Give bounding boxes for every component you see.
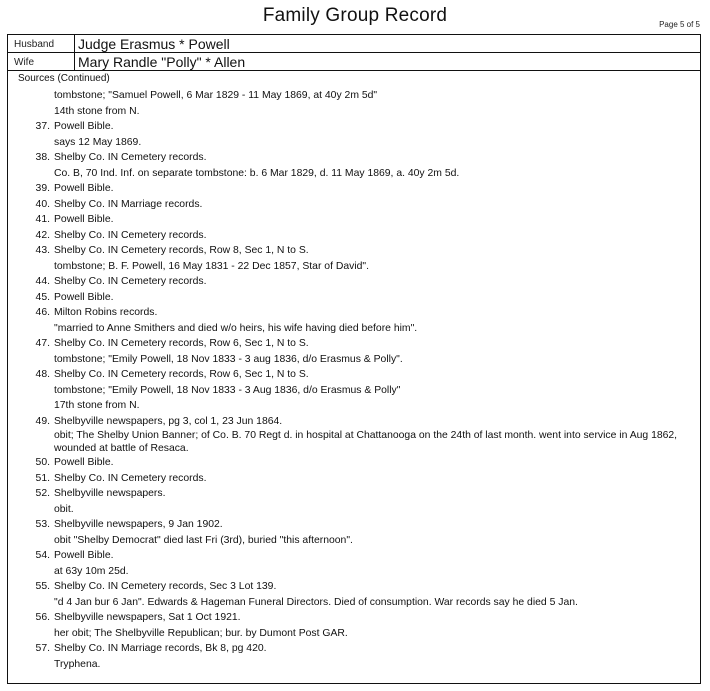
source-entry bbox=[8, 228, 702, 244]
source-entry bbox=[8, 197, 702, 213]
source-entry bbox=[8, 290, 702, 306]
source-note: tombstone; "Samuel Powell, 6 Mar 1829 - 11 May 1869, at 40y 2m 5d" bbox=[54, 90, 378, 101]
source-entry bbox=[8, 212, 702, 228]
wife-row bbox=[8, 53, 700, 71]
source-number: 44. bbox=[35, 276, 50, 287]
source-number: 57. bbox=[35, 643, 50, 654]
source-title: Powell Bible. bbox=[54, 121, 114, 132]
source-note: Co. B, 70 Ind. Inf. on separate tombstone: b. 6 Mar 1829, d. 11 May 1869, a. 40y 2m 5d. bbox=[54, 167, 460, 179]
source-entry bbox=[8, 579, 702, 595]
husband-label: Husband bbox=[14, 39, 55, 50]
husband-row bbox=[8, 35, 700, 53]
source-number: 53. bbox=[35, 519, 50, 530]
source-entry bbox=[8, 305, 702, 321]
source-note: obit "Shelby Democrat" died last Fri (3rd), buried "this afternoon". bbox=[54, 534, 353, 546]
wife-label: Wife bbox=[14, 57, 34, 68]
source-note: 17th stone from N. bbox=[54, 400, 140, 411]
source-note: tombstone; "Emily Powell, 18 Nov 1833 - 3 aug 1836, d/o Erasmus & Polly". bbox=[54, 353, 403, 365]
source-title: Shelby Co. IN Cemetery records, Sec 3 Lot 139. bbox=[54, 581, 277, 592]
source-title: Powell Bible. bbox=[54, 291, 114, 303]
page-title: Family Group Record bbox=[262, 5, 448, 26]
source-title: Powell Bible. bbox=[54, 550, 114, 561]
source-title: Shelbyville newspapers, pg 3, col 1, 23 Jun 1864. bbox=[54, 415, 283, 427]
husband-name: Judge Erasmus * Powell bbox=[78, 36, 230, 52]
source-entry bbox=[8, 243, 702, 259]
source-title: Shelby Co. IN Cemetery records, Row 6, Sec 1, N to S. bbox=[54, 338, 309, 349]
source-number: 54. bbox=[35, 550, 50, 561]
source-number: 51. bbox=[35, 472, 50, 484]
source-entry bbox=[8, 455, 702, 471]
source-number: 52. bbox=[35, 488, 50, 499]
source-note: obit; The Shelby Union Banner; of Co. B. 70 Regt d. in hospital at Chattanooga on the 24th of last month. went into service in Aug 1862, wounded at battle of Resaca. bbox=[54, 430, 678, 454]
source-entry bbox=[8, 119, 702, 135]
source-entry bbox=[8, 181, 702, 197]
source-title: Shelby Co. IN Cemetery records. bbox=[54, 472, 207, 484]
source-number: 47. bbox=[35, 338, 50, 349]
source-number: 49. bbox=[35, 415, 50, 427]
source-entry bbox=[8, 414, 702, 430]
source-number: 43. bbox=[35, 245, 50, 256]
source-entry bbox=[8, 486, 702, 502]
source-title: Powell Bible. bbox=[54, 457, 114, 468]
source-number: 39. bbox=[35, 183, 50, 194]
source-note: "d 4 Jan bur 6 Jan". Edwards & Hageman Funeral Directors. Died of consumption. War records say he died 5 Jan. bbox=[54, 596, 578, 608]
source-title: Shelby Co. IN Marriage records, Bk 8, pg 420. bbox=[54, 643, 267, 654]
source-entry bbox=[8, 336, 702, 352]
divider bbox=[74, 53, 75, 70]
source-note: says 12 May 1869. bbox=[54, 136, 142, 148]
source-title: Shelby Co. IN Cemetery records, Row 8, Sec 1, N to S. bbox=[54, 245, 309, 256]
source-title: Powell Bible. bbox=[54, 214, 114, 225]
source-title: Shelby Co. IN Cemetery records, Row 6, Sec 1, N to S. bbox=[54, 369, 309, 380]
source-note: obit. bbox=[54, 503, 74, 515]
divider bbox=[74, 35, 75, 52]
source-number: 40. bbox=[35, 198, 50, 210]
source-note: tombstone; "Emily Powell, 18 Nov 1833 - 3 Aug 1836, d/o Erasmus & Polly" bbox=[54, 384, 401, 396]
source-note: 14th stone from N. bbox=[54, 105, 140, 117]
source-number: 45. bbox=[35, 291, 50, 303]
source-entry bbox=[8, 367, 702, 383]
source-title: Milton Robins records. bbox=[54, 307, 158, 318]
source-entry bbox=[8, 150, 702, 166]
source-note: Tryphena. bbox=[54, 658, 101, 670]
source-entry bbox=[8, 548, 702, 564]
source-title: Shelbyville newspapers, Sat 1 Oct 1921. bbox=[54, 612, 241, 623]
source-title: Shelbyville newspapers. bbox=[54, 488, 166, 499]
page-number: Page 5 of 5 bbox=[659, 20, 700, 29]
source-entry bbox=[8, 471, 702, 487]
sources-list bbox=[8, 88, 702, 672]
source-note: at 63y 10m 25d. bbox=[54, 565, 129, 577]
source-number: 55. bbox=[35, 581, 50, 592]
source-number: 50. bbox=[35, 457, 50, 468]
source-number: 37. bbox=[35, 121, 50, 132]
source-title: Shelbyville newspapers, 9 Jan 1902. bbox=[54, 519, 223, 530]
source-entry bbox=[8, 610, 702, 626]
source-title: Shelby Co. IN Cemetery records. bbox=[54, 276, 207, 287]
source-number: 38. bbox=[35, 152, 50, 163]
source-title: Shelby Co. IN Marriage records. bbox=[54, 198, 203, 210]
source-title: Powell Bible. bbox=[54, 183, 114, 194]
sources-heading: Sources (Continued) bbox=[18, 73, 110, 84]
record-frame bbox=[7, 34, 701, 684]
source-title: Shelby Co. IN Cemetery records. bbox=[54, 152, 207, 163]
source-note: her obit; The Shelbyville Republican; bur. by Dumont Post GAR. bbox=[54, 627, 348, 639]
source-number: 48. bbox=[35, 369, 50, 380]
source-note: tombstone; B. F. Powell, 16 May 1831 - 22 Dec 1857, Star of David". bbox=[54, 260, 369, 272]
source-number: 42. bbox=[35, 229, 50, 241]
source-number: 41. bbox=[35, 214, 50, 225]
source-number: 46. bbox=[35, 307, 50, 318]
source-entry bbox=[8, 274, 702, 290]
source-title: Shelby Co. IN Cemetery records. bbox=[54, 229, 207, 241]
wife-name: Mary Randle "Polly" * Allen bbox=[78, 54, 246, 70]
source-entry bbox=[8, 517, 702, 533]
source-note: "married to Anne Smithers and died w/o heirs, his wife having died before him". bbox=[54, 322, 418, 334]
source-entry bbox=[8, 641, 702, 657]
source-number: 56. bbox=[35, 612, 50, 623]
